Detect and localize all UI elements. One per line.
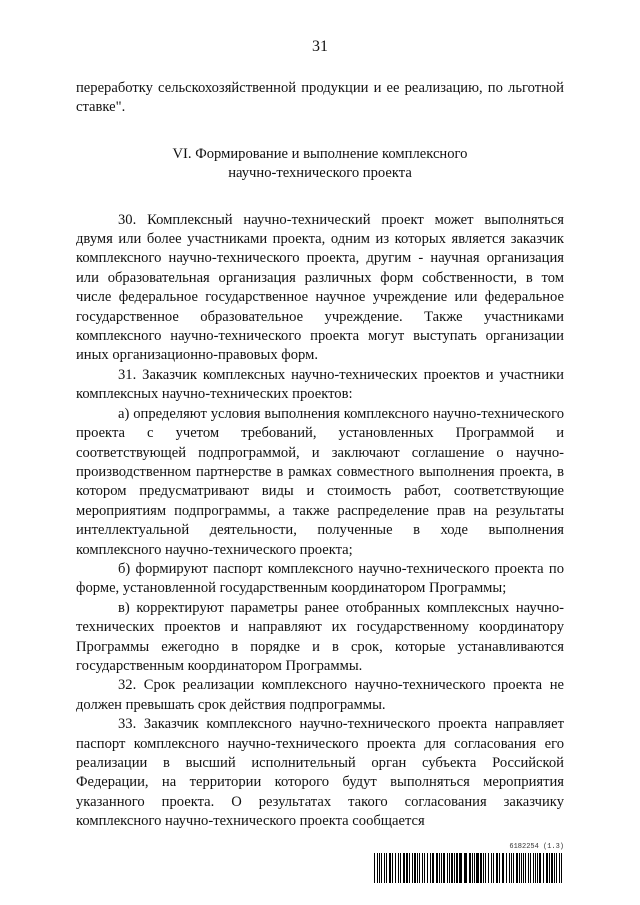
paragraph-31-b: б) формируют паспорт комплексного научно-технического проекта по форме, установленной государственным координатором Программы; xyxy=(76,560,564,597)
paragraph-33: 33. Заказчик комплексного научно-технического проекта направляет паспорт комплексного научно-технического проекта для согласования его реализации в высший исполнительный орган субъекта Российской Федерации, на территории которого будут выполняться мероприятия указанного проекта. О результатах такого согласования заказчику комплексного научно-технического проекта сообщается xyxy=(76,716,564,830)
paragraph-32: 32. Срок реализации комплексного научно-технического проекта не должен превышать срок действия подпрограммы. xyxy=(76,677,564,713)
paragraph-31: 31. Заказчик комплексных научно-технических проектов и участники комплексных научно-технических проектов: xyxy=(76,366,564,403)
barcode-id: 6182254 (1.3) xyxy=(509,843,564,851)
section-heading xyxy=(76,145,564,184)
paragraph-31-c: в) корректируют параметры ранее отобранных комплексных научно-технических проектов и направляют их государственному координатору Программы ежегодно в порядке и в срок, которые устанавливаются государственным координатором Программы. xyxy=(76,599,564,674)
barcode-icon xyxy=(374,853,564,883)
page-number: 31 xyxy=(312,38,328,55)
paragraph-31-a: а) определяют условия выполнения комплексного научно-технического проекта с учетом требований, установленных Программой и соответствующей подпрограммой, и заключают соглашение о научно-производственном партнерстве в рамках совместного выполнения проекта, в котором предусматривают виды и стоимость работ, соответствующие мероприятиям подпрограммы, а также распределение прав на результаты интеллектуальной деятельности, полученные в ходе выполнения комплексного научно-технического проекта; xyxy=(76,405,564,558)
section-heading-line-2: научно-технического проекта xyxy=(228,165,412,182)
continued-paragraph: переработку сельскохозяйственной продукции и ее реализацию, по льготной ставке". xyxy=(76,80,564,116)
barcode-block xyxy=(374,843,564,883)
document-body xyxy=(76,79,564,832)
paragraph-30: 30. Комплексный научно-технический проект может выполняться двумя или более участниками проекта, одним из которых является заказчик комплексного научно-технического проекта, другим - научная организация или образовательная организация различных форм собственности, в том числе федеральное государственное научное учреждение или федеральное государственное образовательное учреждение. Также участниками комплексного научно-технического проекта могут выступать организации иных организационно-правовых форм. xyxy=(76,211,564,364)
section-heading-line-1: VI. Формирование и выполнение комплексного xyxy=(172,145,468,162)
